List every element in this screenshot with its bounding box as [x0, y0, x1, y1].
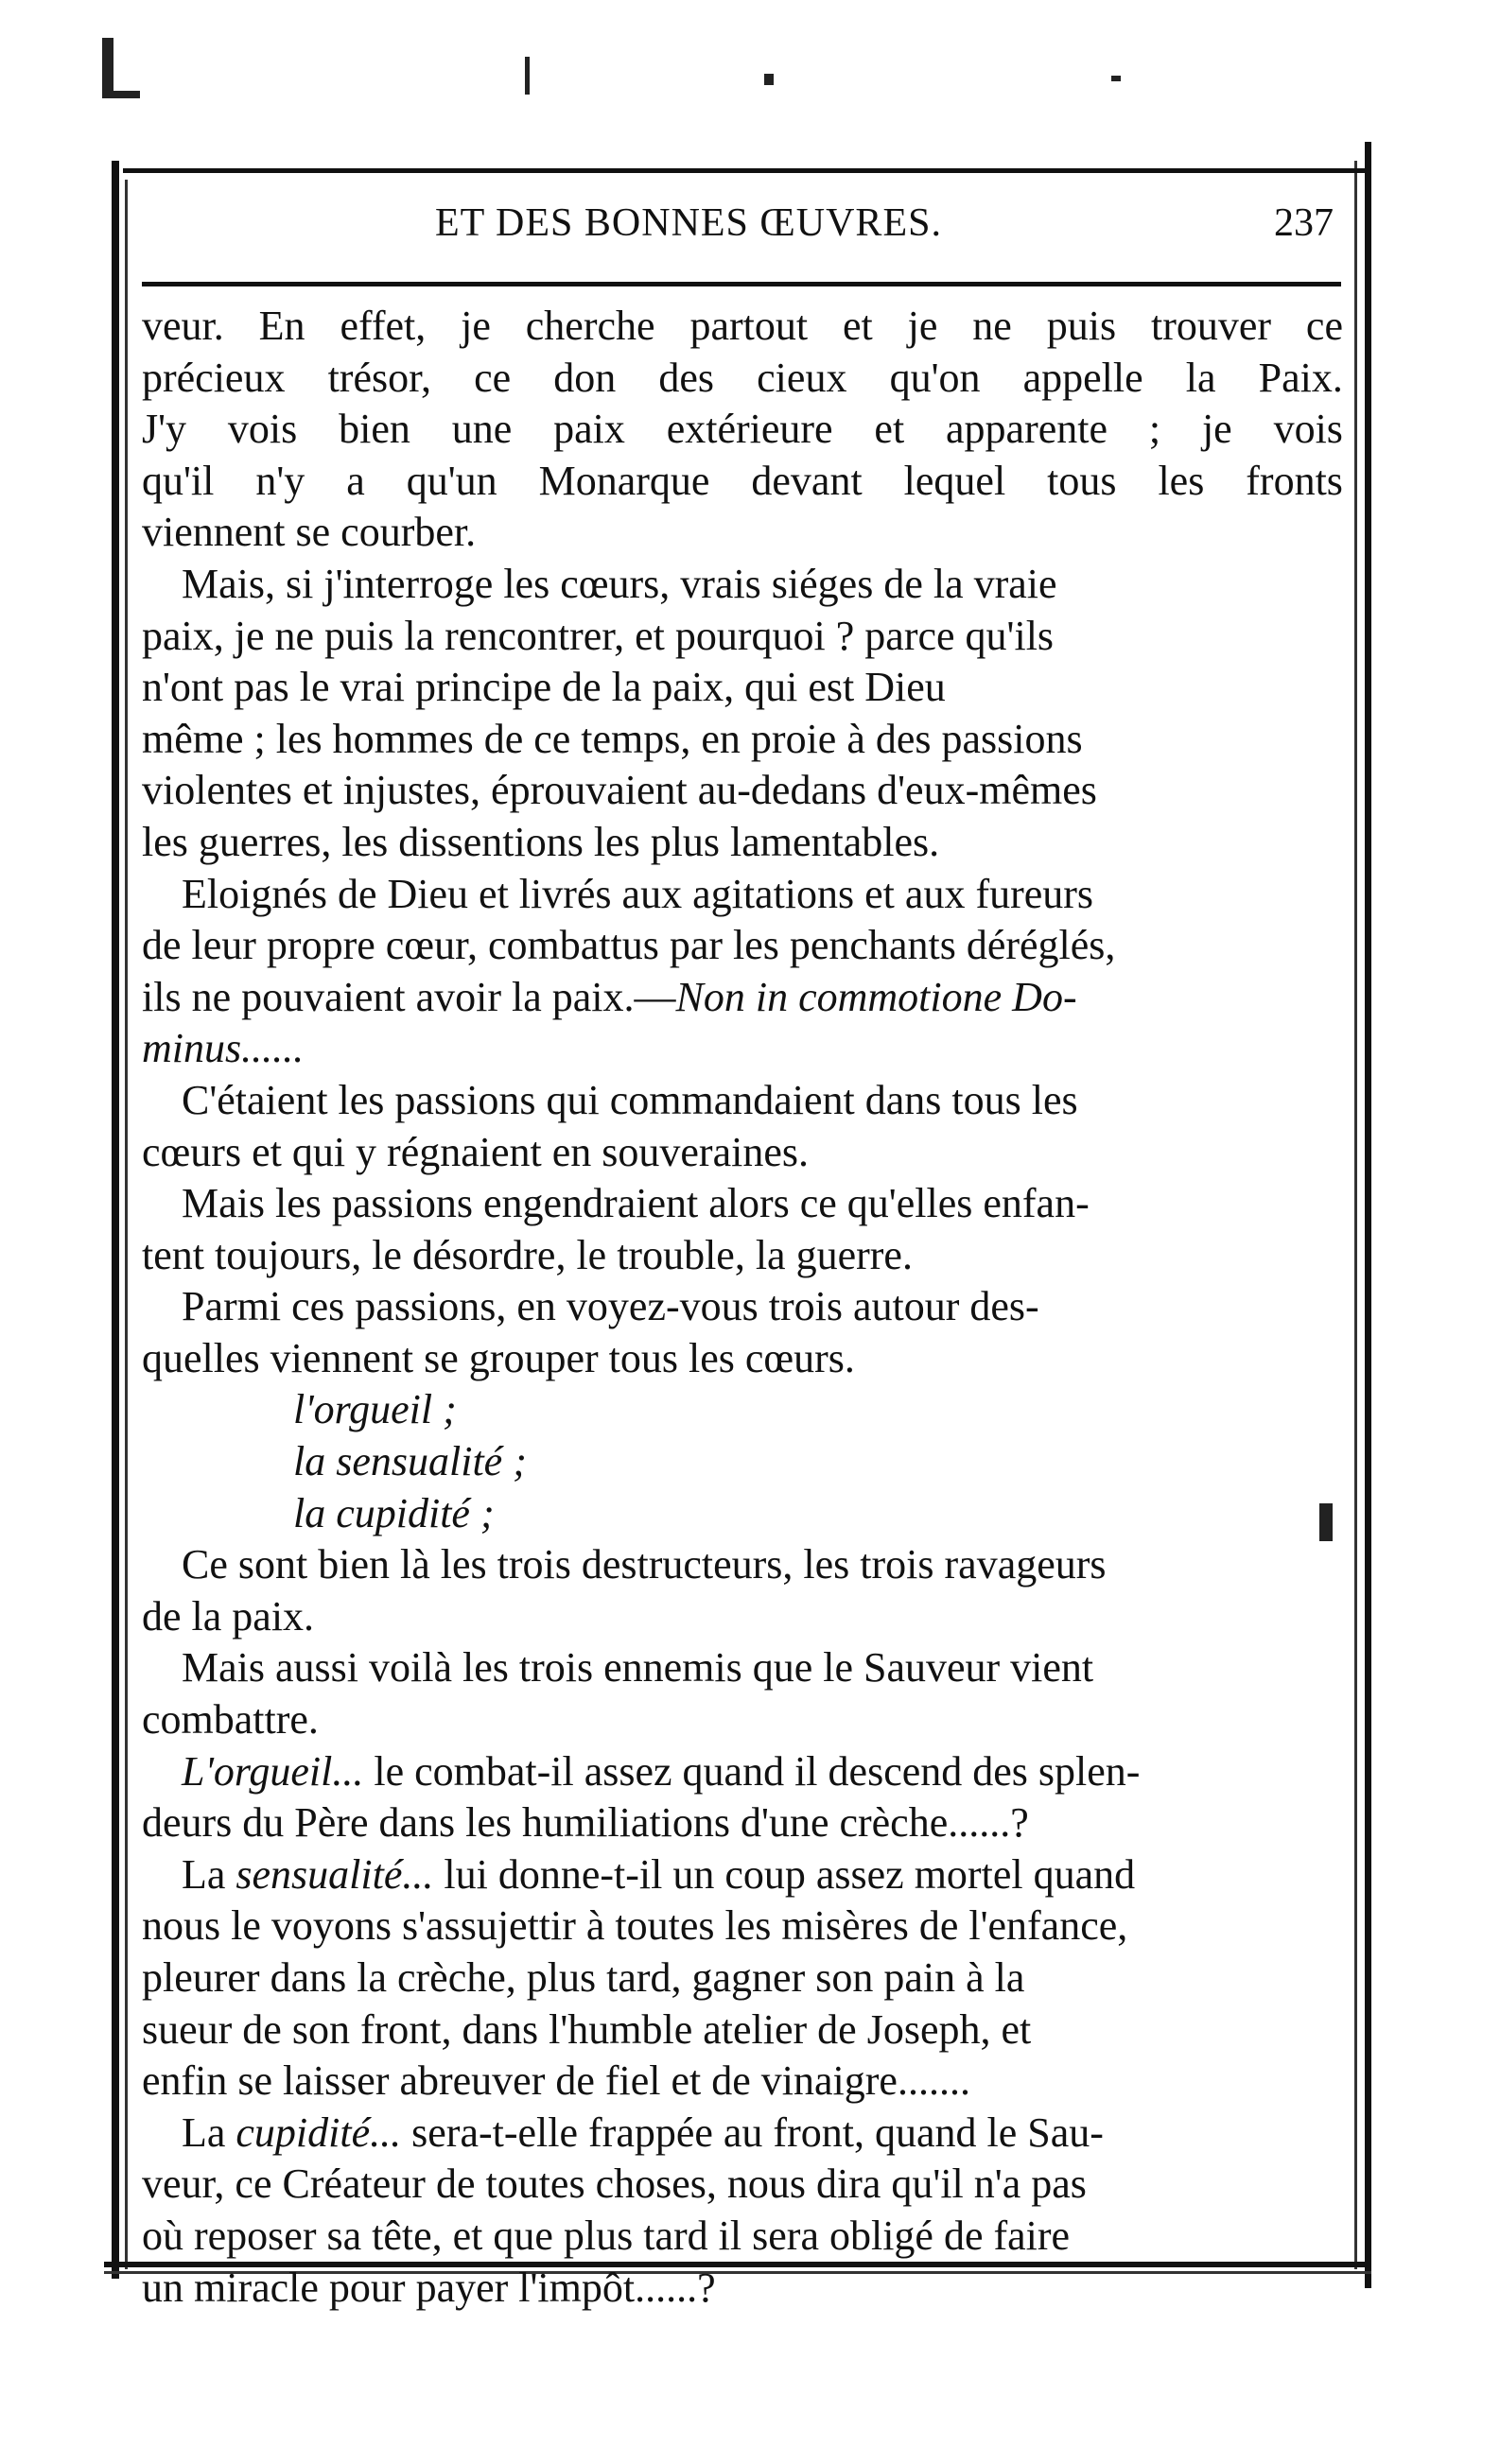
text-line: précieux trésor, ce don des cieux qu'on appelle la Paix.	[142, 354, 1343, 401]
scan-mark	[525, 57, 530, 95]
page-number: 237	[1274, 201, 1334, 245]
list-item: l'orgueil ;	[293, 1386, 457, 1433]
frame-top-border	[123, 168, 1369, 173]
text-line: un miracle pour payer l'impôt......?	[142, 2264, 716, 2311]
text-line: viennent se courber.	[142, 509, 477, 556]
list-item: la sensualité ;	[293, 1438, 527, 1485]
text-line: tent toujours, le désordre, le trouble, la guerre.	[142, 1231, 913, 1278]
body-text	[142, 301, 1343, 2314]
text-line: Mais, si j'interroge les cœurs, vrais siéges de la vraie	[182, 560, 1057, 607]
scan-mark	[102, 91, 140, 98]
text-span: La	[182, 1850, 236, 1898]
text-line: même ; les hommes de ce temps, en proie à des passions	[142, 715, 1083, 762]
text-line: C'étaient les passions qui commandaient dans tous les	[182, 1076, 1078, 1123]
text-line: combattre.	[142, 1696, 319, 1744]
frame-left-border	[112, 161, 119, 2279]
text-span: ils ne pouvaient avoir la paix.—	[142, 973, 676, 1020]
header-rule	[142, 282, 1341, 286]
text-line: cœurs et qui y régnaient en souveraines.	[142, 1128, 809, 1175]
text-line: quelles viennent se grouper tous les cœurs.	[142, 1334, 855, 1381]
text-line: Parmi ces passions, en voyez-vous trois autour des-	[182, 1283, 1039, 1330]
text-line	[142, 1436, 1343, 1488]
text-line: paix, je ne puis la rencontrer, et pourquoi ? parce qu'ils	[142, 612, 1055, 659]
italic-term: L'orgueil...	[182, 1747, 364, 1795]
text-line: Mais les passions engendraient alors ce qu'elles enfan-	[182, 1180, 1090, 1227]
frame-left-inner-border	[125, 180, 128, 2269]
text-line: pleurer dans la crèche, plus tard, gagner son pain à la	[142, 1954, 1025, 2001]
text-line: de la paix.	[142, 1592, 315, 1640]
text-line: Eloignés de Dieu et livrés aux agitations et aux fureurs	[182, 870, 1094, 917]
frame-right-inner-border	[1354, 161, 1357, 2269]
text-line: Ce sont bien là les trois destructeurs, les trois ravageurs	[182, 1541, 1107, 1588]
text-span: lui donne-t-il un coup assez mortel quand	[433, 1850, 1136, 1898]
running-title: ET DES BONNES ŒUVRES.	[435, 201, 942, 245]
text-line: nous le voyons s'assujettir à toutes les misères de l'enfance,	[142, 1902, 1128, 1950]
italic-term: sensualité...	[235, 1850, 434, 1898]
text-line	[142, 1023, 1343, 1075]
text-line: de leur propre cœur, combattus par les penchants déréglés,	[142, 922, 1116, 969]
text-span: le combat-il assez quand il descend des splen-	[363, 1747, 1141, 1795]
text-line: veur, ce Créateur de toutes choses, nous dira qu'il n'a pas	[142, 2160, 1087, 2208]
text-line: deurs du Père dans les humiliations d'une crèche......?	[142, 1799, 1029, 1847]
scan-mark	[764, 74, 774, 85]
latin-quote: Non in commotione Do-	[675, 973, 1077, 1020]
text-span: sera-t-elle frappée au front, quand le Sau-	[401, 2108, 1104, 2156]
list-item: la cupidité ;	[293, 1489, 495, 1536]
text-line	[142, 1488, 1343, 1540]
scan-mark	[1111, 76, 1121, 81]
text-line: les guerres, les dissentions les plus lamentables.	[142, 818, 940, 865]
text-line: qu'il n'y a qu'un Monarque devant lequel tous les fronts	[142, 457, 1343, 504]
frame-right-border	[1365, 142, 1371, 2288]
text-line	[142, 2108, 1343, 2160]
italic-term: cupidité...	[235, 2108, 402, 2156]
page-header	[142, 200, 1343, 257]
text-line	[142, 1384, 1343, 1436]
scan-mark	[102, 38, 113, 95]
text-span: La	[182, 2108, 236, 2156]
text-line: violentes et injustes, éprouvaient au-dedans d'eux-mêmes	[142, 767, 1097, 814]
latin-quote: minus......	[142, 1025, 305, 1072]
text-line	[142, 1849, 1343, 1901]
text-line: enfin se laisser abreuver de fiel et de vinaigre.......	[142, 2057, 970, 2105]
text-line: veur. En effet, je cherche partout et je ne puis trouver ce	[142, 303, 1343, 349]
text-line: sueur de son front, dans l'humble atelier de Joseph, et	[142, 2005, 1032, 2053]
text-line	[142, 1746, 1343, 1798]
text-line: Mais aussi voilà les trois ennemis que le Sauveur vient	[182, 1644, 1094, 1692]
text-line	[142, 972, 1343, 1024]
text-line: n'ont pas le vrai principe de la paix, qui est Dieu	[142, 664, 946, 711]
text-line: où reposer sa tête, et que plus tard il sera obligé de faire	[142, 2212, 1071, 2259]
text-line: J'y vois bien une paix extérieure et apparente ; je vois	[142, 406, 1343, 453]
